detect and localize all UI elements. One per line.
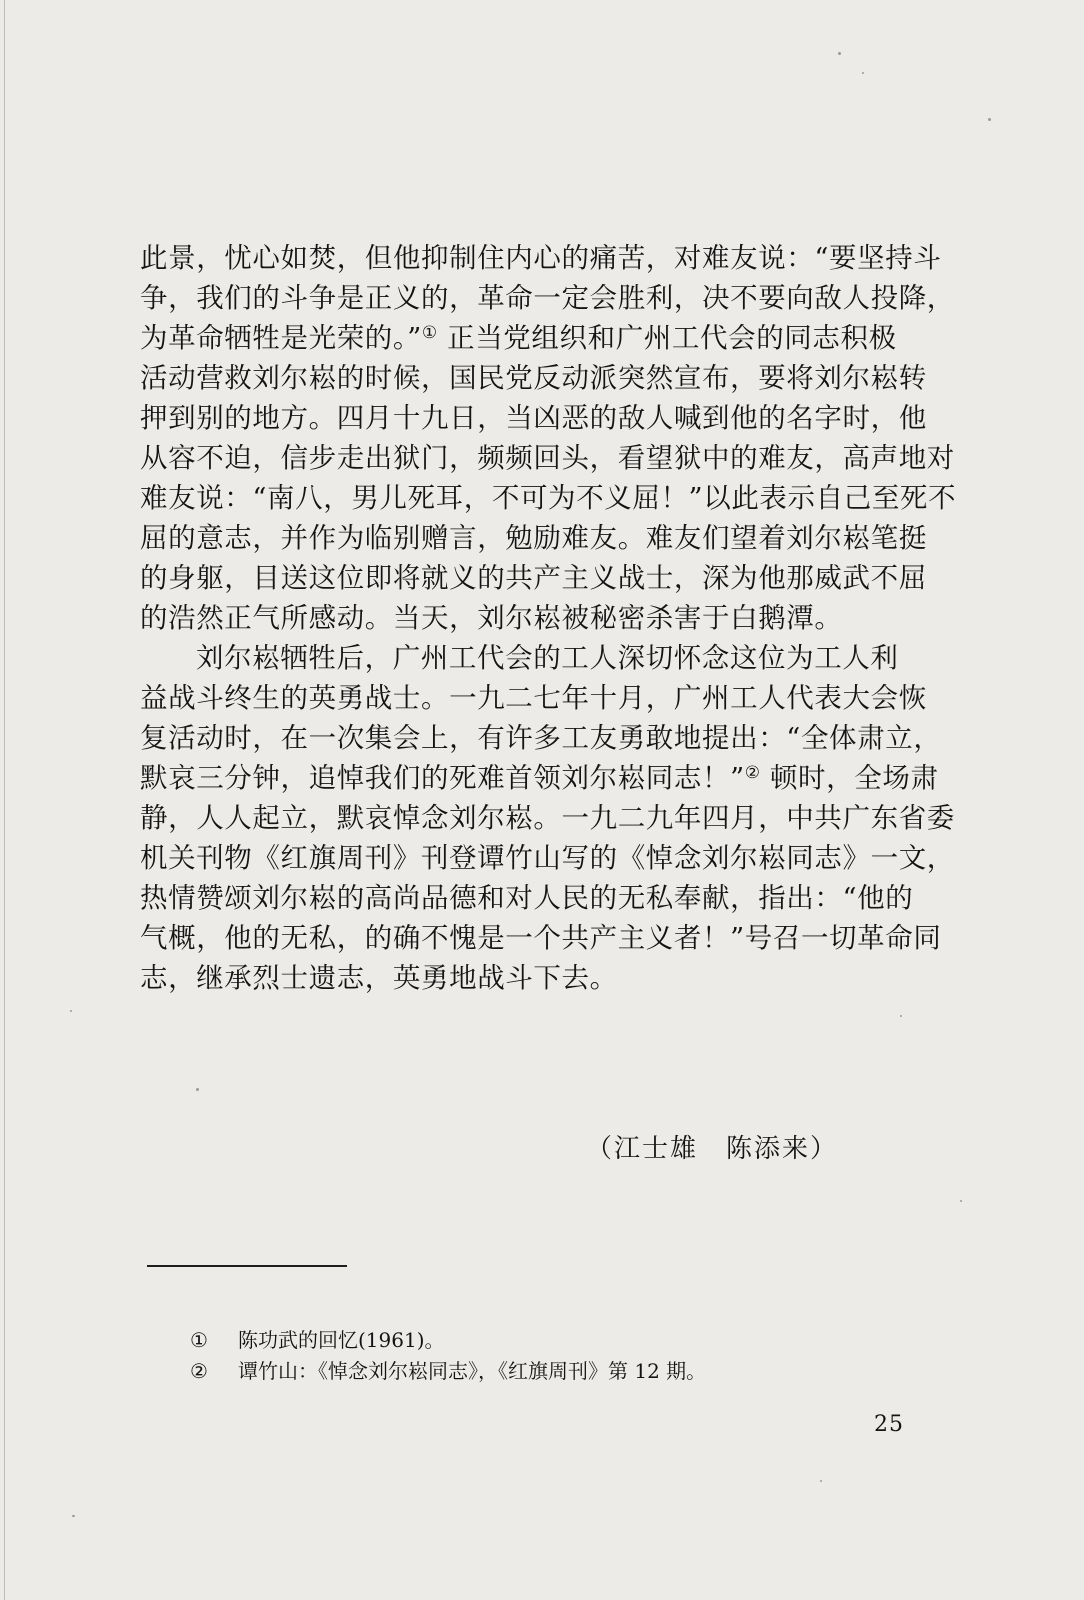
author-attribution: （江士雄 陈添来）	[586, 1134, 839, 1164]
scan-speck	[820, 1480, 822, 1482]
text-line: 的浩然正气所感动。当天，刘尔崧被秘密杀害于白鹅潭。	[140, 602, 843, 634]
footnote-ref-1: ①	[421, 323, 438, 343]
text-line	[140, 758, 940, 798]
footnote-text: 陈功武的回忆(1961)。	[238, 1328, 445, 1352]
footnote-item	[190, 1325, 706, 1356]
text-line-tail: 顿时，全场肃	[760, 762, 939, 794]
footnote-text: 谭竹山：《悼念刘尔崧同志》，《红旗周刊》第 12 期。	[238, 1359, 707, 1383]
scan-speck	[900, 1015, 902, 1017]
body-text	[140, 238, 957, 998]
scan-speck	[70, 1010, 72, 1012]
text-line: 难友说：“南八，男儿死耳，不可为不义屈！”以此表示自己至死不	[140, 482, 957, 514]
footnote-divider	[147, 1265, 347, 1267]
scan-speck	[196, 1088, 199, 1091]
text-line: 此景，忧心如焚，但他抑制住内心的痛苦，对难友说：“要坚持斗	[140, 242, 942, 274]
footnote-mark: ②	[190, 1359, 208, 1383]
scan-speck	[862, 72, 864, 74]
text-line: 静，人人起立，默哀悼念刘尔崧。一九二九年四月，中共广东省委	[140, 802, 955, 834]
scan-speck	[960, 1200, 962, 1202]
text-line: 押到别的地方。四月十九日，当凶恶的敌人喊到他的名字时，他	[140, 402, 927, 434]
text-line: 的身躯，目送这位即将就义的共产主义战士，深为他那威武不屈	[140, 562, 927, 594]
text-line: 争，我们的斗争是正义的，革命一定会胜利，决不要向敌人投降，	[140, 282, 955, 314]
text-line: 活动营救刘尔崧的时候，国民党反动派突然宣布，要将刘尔崧转	[140, 362, 927, 394]
text-line: 益战斗终生的英勇战士。一九二七年十月，广州工人代表大会恢	[140, 682, 927, 714]
footnote-mark: ①	[190, 1328, 208, 1352]
text-line-tail: 正当党组织和广州工代会的同志积极	[437, 322, 897, 354]
text-line	[140, 318, 940, 358]
text-line: 气概，他的无私，的确不愧是一个共产主义者！”号召一切革命同	[140, 922, 942, 954]
text-line-head: 默哀三分钟，追悼我们的死难首领刘尔崧同志！”	[140, 762, 745, 794]
footnote-ref-2: ②	[744, 763, 761, 783]
page-edge-shadow	[4, 0, 5, 1600]
footnote-item	[190, 1356, 706, 1387]
text-line: 热情赞颂刘尔崧的高尚品德和对人民的无私奉献，指出：“他的	[140, 882, 914, 914]
text-line: 志，继承烈士遗志，英勇地战斗下去。	[140, 962, 618, 994]
paragraph-start-line: 刘尔崧牺牲后，广州工代会的工人深切怀念这位为工人利	[196, 642, 899, 674]
scan-speck	[72, 1515, 75, 1517]
text-line: 从容不迫，信步走出狱门，频频回头，看望狱中的难友，高声地对	[140, 442, 955, 474]
scan-speck	[988, 118, 991, 121]
scan-speck	[838, 52, 841, 55]
text-line: 复活动时，在一次集会上，有许多工友勇敢地提出：“全体肃立，	[140, 722, 942, 754]
text-line-head: 为革命牺牲是光荣的。”	[140, 322, 422, 354]
footnotes	[190, 1325, 706, 1387]
page-number: 25	[874, 1412, 904, 1437]
text-line: 机关刊物《红旗周刊》刊登谭竹山写的《悼念刘尔崧同志》一文，	[140, 842, 955, 874]
text-line: 屈的意志，并作为临别赠言，勉励难友。难友们望着刘尔崧笔挺	[140, 522, 927, 554]
